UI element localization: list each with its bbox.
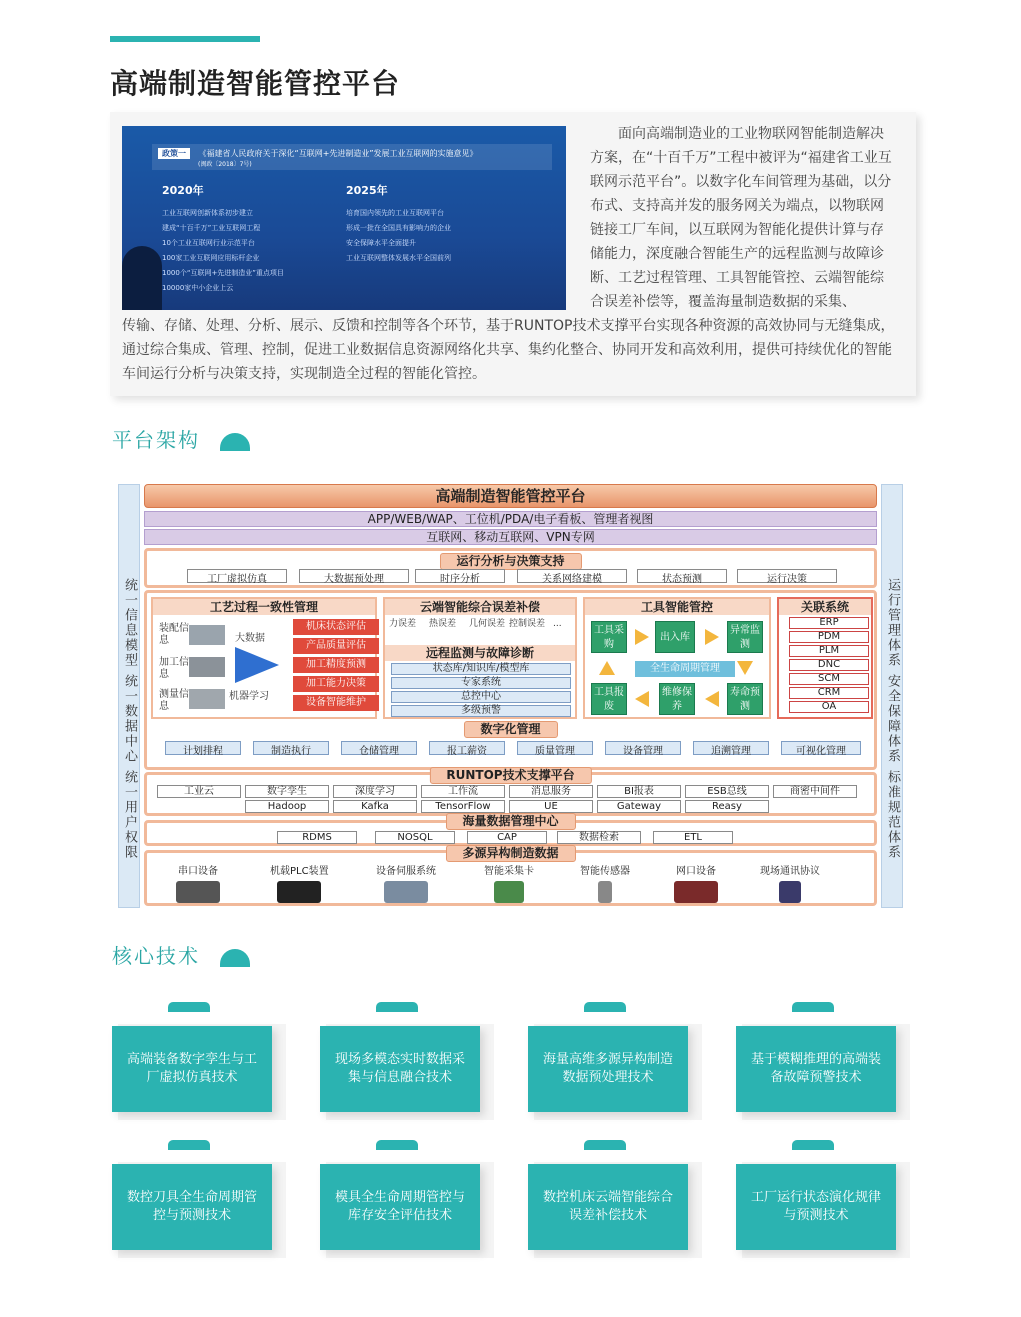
- tech-card: 基于模糊推理的高端装备故障预警技术: [736, 1026, 896, 1112]
- tech-card: 数控机床云端智能综合误差补偿技术: [528, 1164, 688, 1250]
- runtop-item: ESB总线: [685, 785, 769, 798]
- panel-related-title: 关联系统: [779, 599, 871, 615]
- cloud-item: 力误差: [389, 619, 417, 629]
- band-access: APP/WEB/WAP、工位机/PDA/电子看板、管理者视图: [144, 511, 877, 527]
- tech-card: 数控刀具全生命周期管控与预测技术: [112, 1164, 272, 1250]
- device-serial: [176, 862, 220, 903]
- right-side-bar: 运行管理体系 安全保障体系 标准规范体系: [881, 484, 903, 908]
- device-plc: [270, 862, 329, 903]
- section-heading-architecture: [112, 424, 250, 453]
- tool-item: 寿命预测: [727, 683, 763, 715]
- device-card: [484, 862, 534, 903]
- zone-runtop: [144, 768, 877, 816]
- policy-title: 《福建省人民政府关于深化“互联网+先进制造业”发展工业互联网的实施意见》: [198, 149, 478, 158]
- device-label: 机载PLC装置: [270, 866, 329, 877]
- related-item: SCM: [789, 673, 869, 685]
- panel-related: [777, 597, 873, 719]
- tech-card: 高端装备数字孪生与工厂虚拟仿真技术: [112, 1026, 272, 1112]
- plc-icon: [277, 881, 321, 903]
- analysis-item: 大数据预处理: [299, 569, 409, 583]
- machine-image-icon: [189, 689, 225, 709]
- col-2020: [162, 182, 284, 296]
- related-item: OA: [789, 701, 869, 713]
- process-item: 机床状态评估: [293, 619, 379, 635]
- policy-tag: 政策一: [158, 148, 190, 159]
- runtop-item: Hadoop: [245, 800, 329, 813]
- capture-card-icon: [494, 881, 524, 903]
- analysis-item: 状态预测: [637, 569, 727, 583]
- device-net: [674, 862, 718, 903]
- arrow-right-icon: [705, 629, 719, 645]
- tool-item: 异常监测: [727, 621, 763, 653]
- digital-item: 可视化管理: [781, 741, 861, 755]
- arrow-right-icon: [235, 647, 279, 683]
- runtop-item: 商密中间件: [773, 785, 857, 798]
- data-title: 海量数据管理中心: [445, 813, 575, 830]
- policy-sub: (闽政〔2018〕7号): [198, 161, 252, 168]
- process-label: 测量信息: [159, 689, 189, 712]
- tech-card: 模具全生命周期管控与库存安全评估技术: [320, 1164, 480, 1250]
- card-tab: [168, 1002, 210, 1012]
- digital-item: 质量管理: [517, 741, 593, 755]
- machine-image-icon: [189, 625, 225, 645]
- process-label: 装配信息: [159, 623, 189, 646]
- arrow-left-icon: [705, 691, 719, 707]
- arch-title: 高端制造智能管控平台: [144, 484, 877, 508]
- col2-item: 工业互联网整体发展水平全国前列: [346, 254, 451, 262]
- col1-item: 10个工业互联网行业示范平台: [162, 239, 255, 247]
- title-accent-bar: [110, 36, 260, 42]
- device-label: 串口设备: [178, 866, 218, 877]
- runtop-item: TensorFlow: [421, 800, 505, 813]
- remote-item: 多级预警: [391, 705, 571, 717]
- runtop-item: 数字孪生: [245, 785, 329, 798]
- process-mid-label: 机器学习: [229, 691, 269, 702]
- process-label: 加工信息: [159, 657, 189, 680]
- device-servo: [376, 862, 436, 903]
- section-decor-icon: [220, 949, 250, 967]
- related-item: PDM: [789, 631, 869, 643]
- tool-item: 工具采购: [591, 621, 627, 653]
- device-label: 现场通讯协议: [760, 866, 820, 877]
- cloud-item: 热误差: [429, 619, 457, 629]
- process-mid-label: 大数据: [235, 633, 265, 644]
- tool-item: 出入库: [655, 621, 695, 653]
- tool-item: 工具报废: [591, 683, 627, 715]
- runtop-item: BI报表: [597, 785, 681, 798]
- protocol-icon: [779, 881, 801, 903]
- analysis-item: 工厂虚拟仿真: [187, 569, 287, 583]
- device-label: 设备伺服系统: [376, 866, 436, 877]
- remote-item: 总控中心: [391, 691, 571, 703]
- card-tab: [792, 1002, 834, 1012]
- panel-cloud-title: 云端智能综合误差补偿: [385, 599, 575, 615]
- policy-photo: [122, 126, 566, 310]
- panel-tool-title: 工具智能管控: [585, 599, 769, 615]
- panel-remote-title: 远程监测与故障诊断: [385, 645, 575, 661]
- zone-middle: [144, 590, 877, 770]
- arrow-up-icon: [599, 661, 615, 675]
- panel-process: [151, 597, 377, 719]
- tool-lifecycle: 全生命周期管理: [635, 661, 735, 677]
- cloud-item: ...: [553, 619, 562, 629]
- section-architecture-label: 平台架构: [112, 428, 200, 452]
- process-item: 设备智能维护: [293, 695, 379, 711]
- col2-item: 安全保障水平全面提升: [346, 239, 416, 247]
- left-side-bar: 统一信息模型 统一数据中心 统一用户权限: [118, 484, 140, 908]
- card-tab: [584, 1140, 626, 1150]
- digital-item: 制造执行: [253, 741, 329, 755]
- card-tab: [584, 1002, 626, 1012]
- section-decor-icon: [220, 433, 250, 451]
- card-tab: [168, 1140, 210, 1150]
- machine-image-icon: [189, 657, 225, 677]
- remote-item: 专家系统: [391, 677, 571, 689]
- runtop-item: UE: [509, 800, 593, 813]
- col1-item: 1000个“互联网+先进制造业”重点项目: [162, 269, 284, 277]
- col2-item: 培育国内领先的工业互联网平台: [346, 209, 444, 217]
- cloud-item: 控制误差: [509, 619, 546, 629]
- data-item: CAP: [467, 831, 547, 844]
- digital-item: 报工薪资: [429, 741, 505, 755]
- data-item: 数据检索: [557, 831, 641, 844]
- section-core-label: 核心技术: [112, 944, 200, 968]
- intro-text-right: 面向高端制造业的工业物联网智能制造解决方案，在“十百千万”工程中被评为“福建省工业互联网示范平台”。以数字化车间管理为基础，以分布式、支持高并发的服务网关为端点，以物联网链接工厂车间，以互联网为智能化提供计算与存储能力，深度融合智能生产的远程监测与故障诊断、工艺过程管理、工具智能管控、云端智能综合误差补偿等，覆盖海量制造数据的采集、: [590, 126, 892, 310]
- tech-card: 现场多模态实时数据采集与信息融合技术: [320, 1026, 480, 1112]
- analysis-item: 关系网络建模: [517, 569, 627, 583]
- runtop-item: Kafka: [333, 800, 417, 813]
- arrow-down-icon: [737, 661, 753, 675]
- related-item: CRM: [789, 687, 869, 699]
- network-device-icon: [674, 881, 718, 903]
- runtop-item: 深度学习: [333, 785, 417, 798]
- architecture-diagram: [118, 484, 903, 908]
- digital-item: 仓储管理: [341, 741, 417, 755]
- tech-card: 工厂运行状态演化规律与预测技术: [736, 1164, 896, 1250]
- page-title: 高端制造智能管控平台: [110, 67, 401, 100]
- cloud-item: 几何误差: [469, 619, 506, 629]
- col1-item: 100家工业互联网应用标杆企业: [162, 254, 260, 262]
- zone-data-center: [144, 814, 877, 846]
- runtop-item: 消息服务: [509, 785, 593, 798]
- related-item: ERP: [789, 617, 869, 629]
- zone-analysis-title: 运行分析与决策支持: [439, 553, 581, 570]
- process-item: 产品质量评估: [293, 638, 379, 654]
- policy-banner: [152, 144, 552, 170]
- digital-title: 数字化管理: [463, 721, 557, 738]
- data-item: RDMS: [277, 831, 357, 844]
- serial-port-icon: [176, 881, 220, 903]
- data-item: NOSQL: [375, 831, 455, 844]
- speaker-silhouette: [122, 246, 162, 310]
- sensor-icon: [598, 881, 612, 903]
- card-tab: [376, 1002, 418, 1012]
- related-item: DNC: [789, 659, 869, 671]
- col1-item: 建成“十百千万”工业互联网工程: [162, 224, 261, 232]
- card-tab: [376, 1140, 418, 1150]
- intro-text-bottom: 传输、存储、处理、分析、展示、反馈和控制等各个环节，基于RUNTOP技术支撑平台实现各种资源的高效协同与无缝集成，通过综合集成、管理、控制，促进工业数据信息资源网络化共享、集约化整合、协同开发和高效利用，提供可持续优化的智能车间运行分析与决策支持，实现制造全过程的智能化管控。: [122, 318, 895, 382]
- panel-tool: [583, 597, 771, 719]
- device-protocol: [760, 862, 820, 903]
- device-sensor: [580, 862, 630, 903]
- device-label: 智能传感器: [580, 866, 630, 877]
- runtop-item: Gateway: [597, 800, 681, 813]
- data-item: ETL: [653, 831, 733, 844]
- digital-item: 计划排程: [165, 741, 241, 755]
- panel-process-title: 工艺过程一致性管理: [153, 599, 375, 615]
- analysis-item: 时序分析: [415, 569, 505, 583]
- digital-item: 设备管理: [605, 741, 681, 755]
- related-item: PLM: [789, 645, 869, 657]
- digital-item: 追溯管理: [693, 741, 769, 755]
- process-item: 加工能力决策: [293, 676, 379, 692]
- col-2025-title: 2025年: [346, 184, 388, 197]
- col2-item: 形成一批在全国具有影响力的企业: [346, 224, 451, 232]
- runtop-title: RUNTOP技术支撑平台: [429, 767, 591, 784]
- device-label: 智能采集卡: [484, 866, 534, 877]
- device-label: 网口设备: [676, 866, 716, 877]
- section-heading-core: [112, 940, 250, 969]
- col-2025: [346, 182, 451, 266]
- panel-cloud: [383, 597, 577, 719]
- remote-item: 状态库/知识库/模型库: [391, 663, 571, 675]
- runtop-item: 工作流: [421, 785, 505, 798]
- col1-item: 10000家中小企业上云: [162, 284, 234, 292]
- process-item: 加工精度预测: [293, 657, 379, 673]
- runtop-item: Reasy: [685, 800, 769, 813]
- source-title: 多源异构制造数据: [445, 845, 575, 862]
- servo-icon: [384, 881, 428, 903]
- band-network: 互联网、移动互联网、VPN专网: [144, 529, 877, 545]
- tech-card: 海量高维多源异构制造数据预处理技术: [528, 1026, 688, 1112]
- analysis-item: 运行决策: [737, 569, 837, 583]
- col1-item: 工业互联网创新体系初步建立: [162, 209, 253, 217]
- card-tab: [792, 1140, 834, 1150]
- zone-analysis: [144, 548, 877, 588]
- col-2020-title: 2020年: [162, 184, 204, 197]
- arrow-right-icon: [635, 629, 649, 645]
- tool-item: 维修保养: [659, 683, 695, 715]
- arrow-left-icon: [635, 691, 649, 707]
- runtop-item: 工业云: [157, 785, 241, 798]
